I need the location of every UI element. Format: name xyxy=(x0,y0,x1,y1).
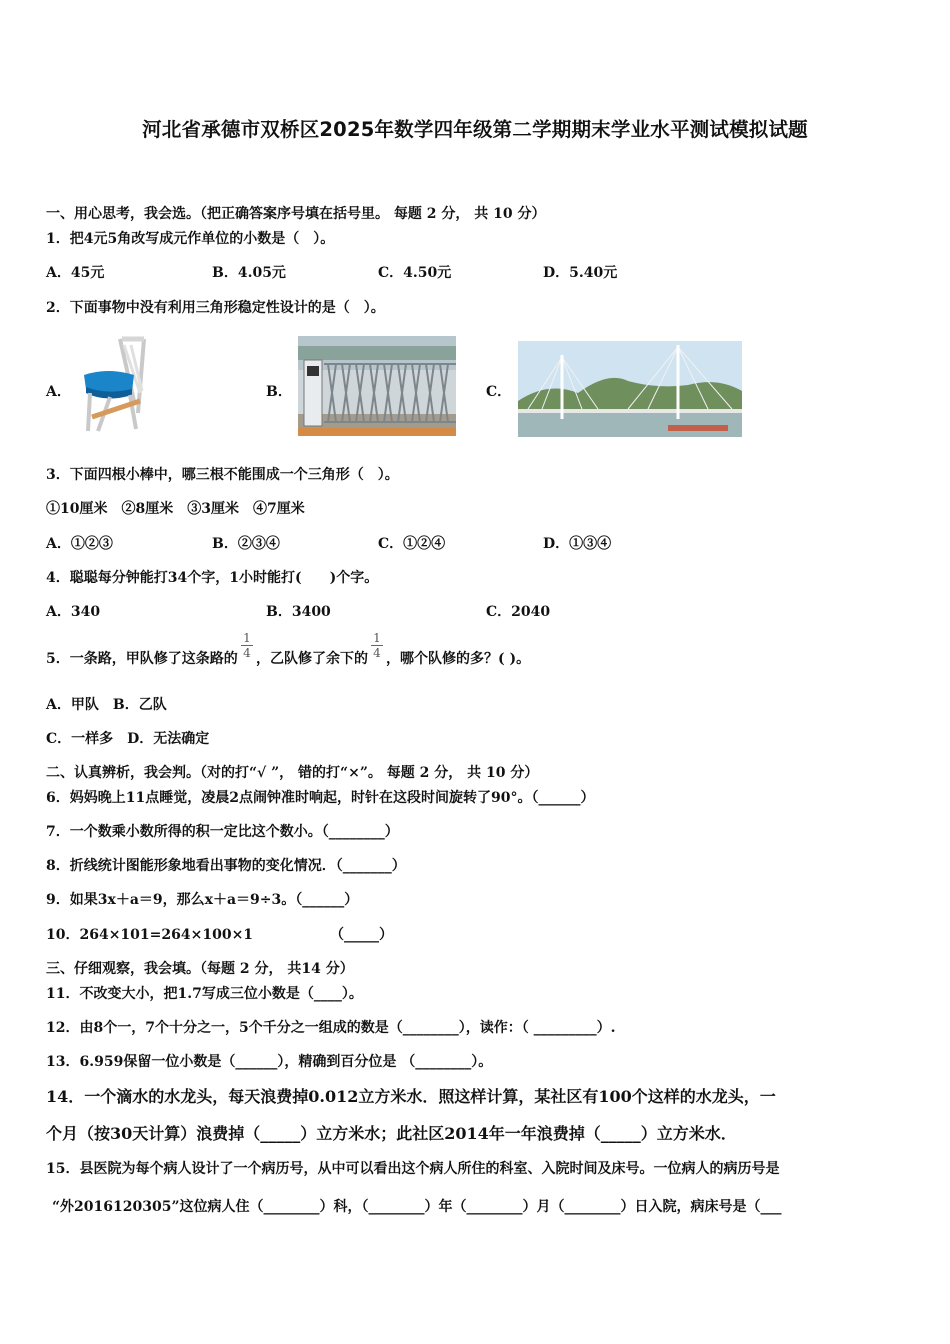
q1-option-b: B．4.05元 xyxy=(212,265,286,281)
question-3: 3．下面四根小棒中，哪三根不能围成一个三角形（ ）。 xyxy=(46,467,399,483)
question-6: 6．妈妈晚上11点睡觉，凌晨2点闹钟准时响起，时针在这段时间旋转了90°。（______） xyxy=(46,790,595,806)
q4-option-a: A．340 xyxy=(46,604,101,620)
question-5-part3: ，哪个队修的多？( )。 xyxy=(386,651,531,667)
q4-option-b: B．3400 xyxy=(266,604,331,620)
question-4: 4．聪聪每分钟能打34个字，1小时能打( )个字。 xyxy=(46,570,379,586)
frac-num: 1 xyxy=(243,631,251,645)
page-title: 河北省承德市双桥区2025年数学四年级第二学期期末学业水平测试模拟试题 xyxy=(142,118,808,141)
q2-option-c: C． xyxy=(486,384,512,400)
question-8: 8．折线统计图能形象地看出事物的变化情况．（_______） xyxy=(46,858,406,874)
q5-options-ab: A．甲队 B．乙队 xyxy=(46,697,167,713)
q4-option-c: C．2040 xyxy=(486,604,551,620)
question-5-part1: 5．一条路，甲队修了这条路的 xyxy=(46,651,238,667)
question-11: 11．不改变大小，把1.7写成三位小数是（____）。 xyxy=(46,986,363,1002)
question-5-part2: ，乙队修了余下的 xyxy=(256,651,368,667)
q1-option-a: A．45元 xyxy=(46,265,105,281)
chair-image xyxy=(78,333,150,435)
q2-option-b: B． xyxy=(266,384,292,400)
q1-option-c: C．4.50元 xyxy=(378,265,452,281)
cable-stayed-bridge-image xyxy=(518,341,742,437)
q3-option-d: D．①③④ xyxy=(543,536,612,552)
section-2-heading: 二、认真辨析，我会判。（对的打“√ ”， 错的打“×”。 每题 2 分， 共 10 分） xyxy=(46,765,539,781)
question-2: 2．下面事物中没有利用三角形稳定性设计的是（ ）。 xyxy=(46,300,385,316)
section-1-heading: 一、用心思考，我会选。（把正确答案序号填在括号里。 每题 2 分， 共 10 分） xyxy=(46,206,546,222)
q2-option-a: A． xyxy=(46,384,71,400)
q3-sticks: ①10厘米 ②8厘米 ③3厘米 ④7厘米 xyxy=(46,501,305,517)
q1-option-d: D．5.40元 xyxy=(543,265,618,281)
question-7: 7．一个数乘小数所得的积一定比这个数小。（________） xyxy=(46,824,399,840)
fraction-one-quarter-2 xyxy=(370,632,384,659)
frac-den: 4 xyxy=(373,646,381,660)
retractable-gate-image xyxy=(298,336,456,436)
question-10: 10．264×101=264×100×1 （_____） xyxy=(46,927,394,943)
q3-option-c: C．①②④ xyxy=(378,536,446,552)
q3-option-a: A．①②③ xyxy=(46,536,113,552)
question-15-line2: “外2016120305”这位病人住（________）科，（________）年（________）月（________）日入院，病床号是（___ xyxy=(52,1199,782,1215)
frac-den: 4 xyxy=(243,646,251,660)
question-12: 12．由8个一，7个十分之一，5个千分之一组成的数是（________），读作：（ _________）. xyxy=(46,1020,616,1036)
question-15-line1: 15．县医院为每个病人设计了一个病历号，从中可以看出这个病人所住的科室、入院时间及床号。一位病人的病历号是 xyxy=(46,1161,780,1177)
q3-option-b: B．②③④ xyxy=(212,536,280,552)
question-9: 9．如果3x＋a＝9，那么x＋a＝9÷3。（______） xyxy=(46,892,359,908)
question-14-line1: 14．一个滴水的水龙头，每天浪费掉0.012立方米水．照这样计算，某社区有100个这样的水龙头，一 xyxy=(46,1087,776,1106)
question-13: 13．6.959保留一位小数是（______），精确到百分位是 （________）。 xyxy=(46,1054,493,1070)
question-14-line2: 个月（按30天计算）浪费掉（_____）立方米水；此社区2014年一年浪费掉（_____）立方米水． xyxy=(46,1124,737,1143)
question-1: 1．把4元5角改写成元作单位的小数是（ ）。 xyxy=(46,231,335,247)
q5-options-cd: C．一样多 D．无法确定 xyxy=(46,731,210,747)
section-3-heading: 三、仔细观察，我会填。（每题 2 分， 共14 分） xyxy=(46,961,354,977)
frac-num: 1 xyxy=(373,631,381,645)
fraction-one-quarter-1 xyxy=(240,632,254,659)
